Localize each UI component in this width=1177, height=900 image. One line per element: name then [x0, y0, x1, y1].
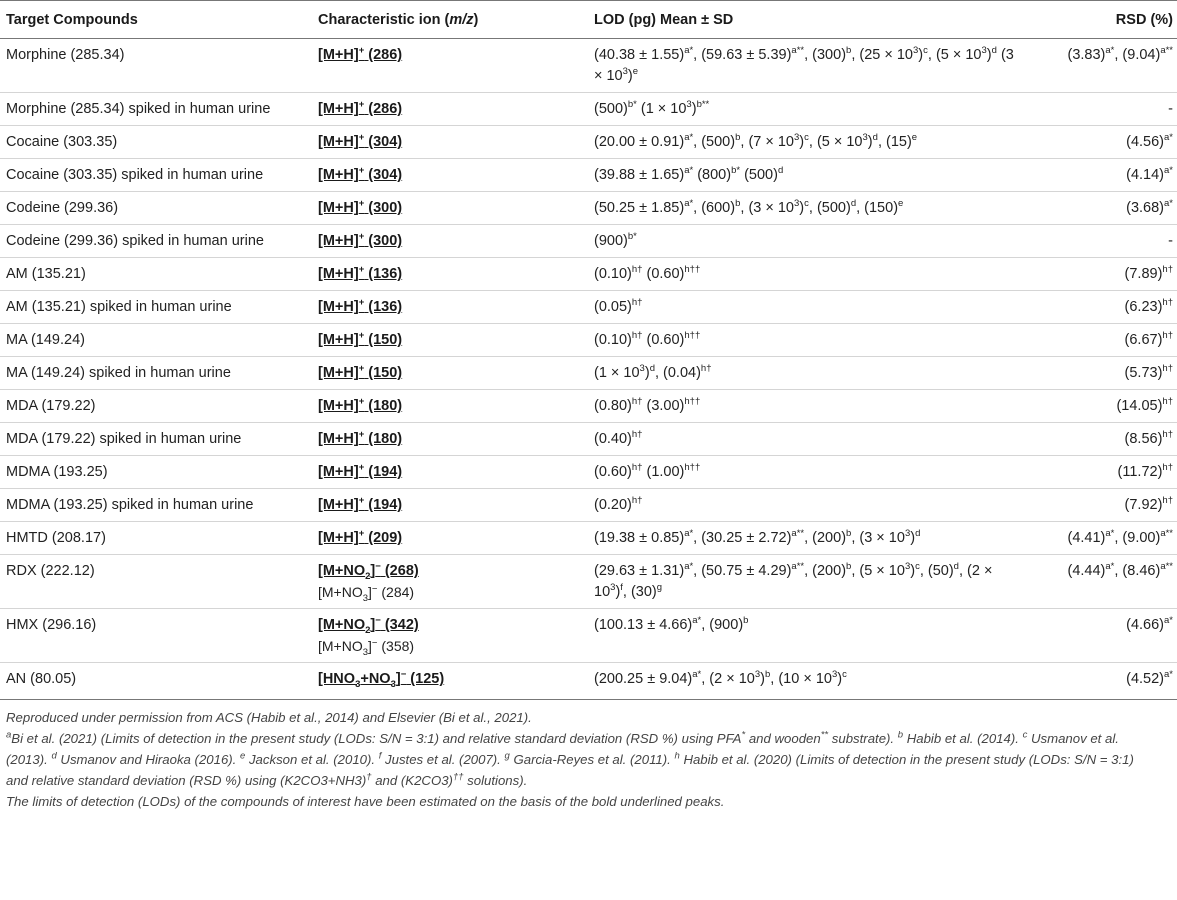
compound-cell: MA (149.24): [0, 324, 312, 357]
header-rsd: RSD (%): [1030, 1, 1177, 39]
ion-secondary: $[M+NO_3]^-$ (284): [318, 583, 415, 604]
lod-cell: $(0.80)^{h\dagger}$ $(3.00)^{h\dagger\dagger}$: [588, 390, 1030, 423]
compound-cell: MDA (179.22): [0, 390, 312, 423]
compound-cell: Cocaine (303.35): [0, 126, 312, 159]
lod-cell: $(200.25 \pm 9.04)^{a*}$, $(2 \times 10^3)^b$, $(10 \times 10^3)^c$: [588, 663, 1030, 700]
ion-peak: [M+H]+ (150): [318, 363, 403, 381]
lod-cell: $(29.63 \pm 1.31)^{a*}$, $(50.75 \pm 4.29)^{a**}$, $(200)^b$, $(5 \times 10^3)^c$, $(50)^d$, $(2 \times 10^3)^f$, $(30)^g$: [588, 555, 1030, 609]
compound-cell: Morphine (285.34) spiked in human urine: [0, 93, 312, 126]
compound-cell: AN (80.05): [0, 663, 312, 700]
ion-cell: [312, 522, 588, 555]
header-row: [0, 1, 1177, 39]
rsd-cell: $(4.66)^{a*}$: [1030, 609, 1177, 663]
rsd-cell: -: [1030, 93, 1177, 126]
table-row: [0, 390, 1177, 423]
ion-cell: [312, 39, 588, 93]
compound-cell: MA (149.24) spiked in human urine: [0, 357, 312, 390]
ion-peak: [M+H]+ (304): [318, 132, 403, 150]
rsd-cell: $(4.52)^{a*}$: [1030, 663, 1177, 700]
table-row: [0, 489, 1177, 522]
lod-cell: $(39.88 \pm 1.65)^{a*}$ $(800)^{b*}$ $(500)^d$: [588, 159, 1030, 192]
rsd-cell: $(4.41)^{a*}$, $(9.00)^{a**}$: [1030, 522, 1177, 555]
table-row: [0, 456, 1177, 489]
table-footnotes: [0, 700, 1143, 812]
lod-cell: $(50.25 \pm 1.85)^{a*}$, $(600)^b$, $(3 \times 10^3)^c$, $(500)^d$, $(150)^e$: [588, 192, 1030, 225]
rsd-cell: $(3.83)^{a*}$, $(9.04)^{a**}$: [1030, 39, 1177, 93]
table-row: [0, 663, 1177, 700]
table-row: [0, 555, 1177, 609]
compound-cell: Morphine (285.34): [0, 39, 312, 93]
rsd-cell: $(6.23)^{h\dagger}$: [1030, 291, 1177, 324]
ion-cell: [312, 159, 588, 192]
rsd-cell: $(6.67)^{h\dagger}$: [1030, 324, 1177, 357]
rsd-cell: $(11.72)^{h\dagger}$: [1030, 456, 1177, 489]
compound-cell: AM (135.21): [0, 258, 312, 291]
lod-cell: $(19.38 \pm 0.85)^{a*}$, $(30.25 \pm 2.72)^{a**}$, $(200)^b$, $(3 \times 10^3)^d$: [588, 522, 1030, 555]
lod-cell: $(0.40)^{h\dagger}$: [588, 423, 1030, 456]
compound-cell: Codeine (299.36): [0, 192, 312, 225]
rsd-cell: $(3.68)^{a*}$: [1030, 192, 1177, 225]
reproduced-note: Reproduced under permission from ACS (Habib et al., 2014) and Elsevier (Bi et al., 2021).: [6, 710, 532, 725]
compound-cell: Cocaine (303.35) spiked in human urine: [0, 159, 312, 192]
ion-cell: [312, 390, 588, 423]
ion-secondary: $[M+NO_3]^-$ (358): [318, 637, 415, 658]
ion-peak: [M+H]+ (180): [318, 396, 403, 414]
rsd-cell: $(7.89)^{h\dagger}$: [1030, 258, 1177, 291]
ion-peak: [M+H]+ (300): [318, 231, 403, 249]
ion-peak: [M+H]+ (136): [318, 264, 403, 282]
table-row: [0, 522, 1177, 555]
ion-cell: [312, 489, 588, 522]
table-row: [0, 192, 1177, 225]
lod-cell: $(0.10)^{h\dagger}$ $(0.60)^{h\dagger\dagger}$: [588, 324, 1030, 357]
ion-peak: [M+H]+ (136): [318, 297, 403, 315]
basis-note: The limits of detection (LODs) of the compounds of interest have been estimated on the basis of the bold underlined peaks.: [6, 794, 725, 809]
ion-cell: [312, 258, 588, 291]
ion-cell: [312, 609, 588, 663]
table-row: [0, 93, 1177, 126]
lod-cell: $(500)^{b*}$ $(1 \times 10^3)^{b**}$: [588, 93, 1030, 126]
ion-cell: [312, 456, 588, 489]
rsd-cell: $(4.56)^{a*}$: [1030, 126, 1177, 159]
table-row: [0, 258, 1177, 291]
table-row: [0, 423, 1177, 456]
rsd-cell: $(8.56)^{h\dagger}$: [1030, 423, 1177, 456]
reference-footnotes: $^a$Bi et al. (2021) (Limits of detection in the present study (LODs: S/N = 3:1) and relative standard deviation (RSD %) using PFA* and wooden** substrate). $^b$ Habib et al. (2014). $^c$ Usmanov et al. (2013). $^d$ Usmanov and Hiraoka (2016). $^e$ Jackson et al. (2010). $^f$ Justes et al. (2007). $^g$ Garcia-Reyes et al. (2011). $^h$ Habib et al. (2020) (Limits of detection in the present study (LODs: S/N = 3:1) and relative standard deviation (RSD %) using (K2CO3+NH3)† and (K2CO3)†† solutions).: [6, 729, 1134, 788]
rsd-cell: $(14.05)^{h\dagger}$: [1030, 390, 1177, 423]
rsd-cell: -: [1030, 225, 1177, 258]
compound-cell: MDA (179.22) spiked in human urine: [0, 423, 312, 456]
ion-cell: [312, 225, 588, 258]
header-ion: Characteristic ion (m/z): [312, 1, 588, 39]
ion-peak: $[M+NO_2]^-$ (342): [318, 615, 419, 636]
ion-peak: [M+H]+ (194): [318, 495, 403, 513]
table-row: [0, 159, 1177, 192]
table-row: [0, 357, 1177, 390]
compound-cell: Codeine (299.36) spiked in human urine: [0, 225, 312, 258]
lod-cell: $(900)^{b*}$: [588, 225, 1030, 258]
lod-cell: $(0.20)^{h\dagger}$: [588, 489, 1030, 522]
lod-cell: $(0.60)^{h\dagger}$ $(1.00)^{h\dagger\dagger}$: [588, 456, 1030, 489]
table-row: [0, 609, 1177, 663]
compound-cell: MDMA (193.25) spiked in human urine: [0, 489, 312, 522]
compound-cell: RDX (222.12): [0, 555, 312, 609]
ion-peak: [M+H]+ (300): [318, 198, 403, 216]
lod-cell: $(1 \times 10^3)^d$, $(0.04)^{h\dagger}$: [588, 357, 1030, 390]
table-row: [0, 39, 1177, 93]
ion-cell: [312, 192, 588, 225]
header-lod: LOD (pg) Mean ± SD: [588, 1, 1030, 39]
table-row: [0, 126, 1177, 159]
table-row: [0, 291, 1177, 324]
ion-cell: [312, 126, 588, 159]
table-row: [0, 324, 1177, 357]
rsd-cell: $(5.73)^{h\dagger}$: [1030, 357, 1177, 390]
ion-cell: [312, 663, 588, 700]
lod-cell: $(0.05)^{h\dagger}$: [588, 291, 1030, 324]
ion-cell: [312, 324, 588, 357]
ion-peak: $[HNO_3+NO_3]^-$ (125): [318, 669, 445, 690]
rsd-cell: $(4.44)^{a*}$, $(8.46)^{a**}$: [1030, 555, 1177, 609]
compound-cell: AM (135.21) spiked in human urine: [0, 291, 312, 324]
lod-cell: $(20.00 \pm 0.91)^{a*}$, $(500)^b$, $(7 \times 10^3)^c$, $(5 \times 10^3)^d$, $(15)^e$: [588, 126, 1030, 159]
header-compound: Target Compounds: [0, 1, 312, 39]
ion-peak: [M+H]+ (286): [318, 99, 403, 117]
compound-cell: HMX (296.16): [0, 609, 312, 663]
compound-cell: HMTD (208.17): [0, 522, 312, 555]
ion-peak: [M+H]+ (194): [318, 462, 403, 480]
ion-peak: [M+H]+ (180): [318, 429, 403, 447]
compound-cell: MDMA (193.25): [0, 456, 312, 489]
rsd-cell: $(4.14)^{a*}$: [1030, 159, 1177, 192]
ion-cell: [312, 291, 588, 324]
lod-cell: $(40.38 \pm 1.55)^{a*}$, $(59.63 \pm 5.39)^{a**}$, $(300)^b$, $(25 \times 10^3)^c$, $(5 \times 10^3)^d$ $(3 \times 10^3)^e$: [588, 39, 1030, 93]
rsd-cell: $(7.92)^{h\dagger}$: [1030, 489, 1177, 522]
ion-cell: [312, 423, 588, 456]
ion-peak: $[M+NO_2]^-$ (268): [318, 561, 419, 582]
table-row: [0, 225, 1177, 258]
lod-cell: $(0.10)^{h\dagger}$ $(0.60)^{h\dagger\dagger}$: [588, 258, 1030, 291]
ion-peak: [M+H]+ (150): [318, 330, 403, 348]
ion-peak: [M+H]+ (304): [318, 165, 403, 183]
ion-peak: [M+H]+ (286): [318, 45, 403, 63]
ion-peak: [M+H]+ (209): [318, 528, 403, 546]
lod-cell: $(100.13 \pm 4.66)^{a*}$, $(900)^b$: [588, 609, 1030, 663]
ion-cell: [312, 555, 588, 609]
ion-cell: [312, 357, 588, 390]
ion-cell: [312, 93, 588, 126]
